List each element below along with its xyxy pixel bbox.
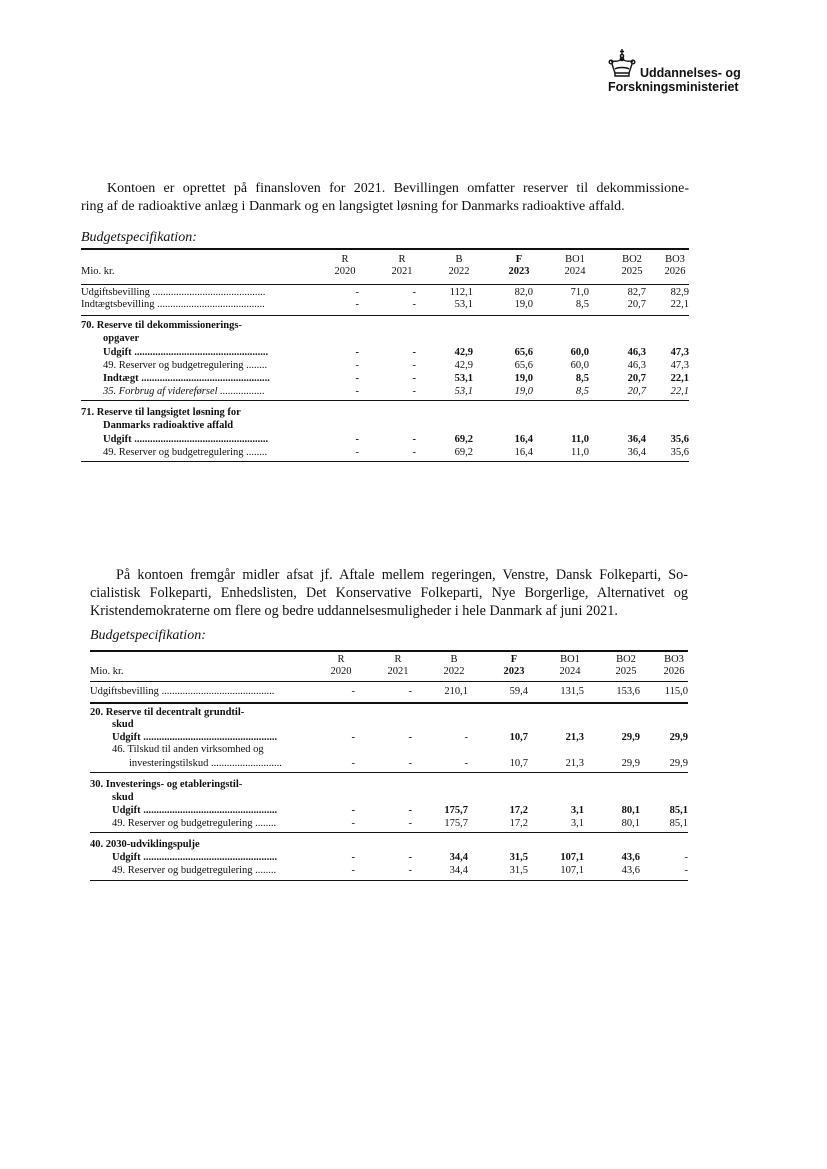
column-header-bottom: 2022 bbox=[443, 666, 465, 677]
table-row bbox=[81, 386, 689, 398]
row-label: 46. Tilskud til anden virksomhed og bbox=[112, 744, 264, 755]
column-header-top: B bbox=[455, 254, 463, 265]
column-header-top: F bbox=[515, 254, 523, 265]
cell-value: 43,6 bbox=[621, 865, 640, 876]
cell-value: - bbox=[464, 732, 468, 743]
cell-value: 65,6 bbox=[514, 360, 533, 371]
column-header-top: R bbox=[394, 654, 402, 665]
cell-value: 42,9 bbox=[454, 360, 473, 371]
row-label: Indtægt ................................................. bbox=[103, 373, 270, 384]
row-label: 71. Reserve til langsigtet løsning for bbox=[81, 407, 241, 418]
cell-value: 82,7 bbox=[627, 287, 646, 298]
row-label: investeringstilskud ........................... bbox=[129, 758, 282, 769]
column-header-top: R bbox=[398, 254, 406, 265]
cell-value: - bbox=[412, 347, 416, 358]
cell-value: 22,1 bbox=[670, 386, 689, 397]
row-label: 40. 2030-udviklingspulje bbox=[90, 839, 200, 850]
cell-value: - bbox=[408, 818, 412, 829]
table-row bbox=[90, 805, 688, 817]
cell-value: 210,1 bbox=[444, 686, 468, 697]
cell-value: - bbox=[355, 347, 359, 358]
row-label: 30. Investerings- og etableringstil- bbox=[90, 779, 243, 790]
cell-value: 65,6 bbox=[514, 347, 533, 358]
column-header-bottom: 2026 bbox=[664, 266, 686, 277]
cell-value: - bbox=[412, 360, 416, 371]
row-label: Indtægtsbevilling ......................................... bbox=[81, 299, 265, 310]
cell-value: 60,0 bbox=[570, 347, 589, 358]
cell-value: - bbox=[351, 686, 355, 697]
cell-value: - bbox=[351, 758, 355, 769]
cell-value: 31,5 bbox=[509, 865, 528, 876]
column-header-top: R bbox=[337, 654, 345, 665]
cell-value: 20,7 bbox=[627, 299, 646, 310]
row-label: Udgiftsbevilling ........................................... bbox=[81, 287, 266, 298]
cell-value: 69,2 bbox=[454, 447, 473, 458]
cell-value: 153,6 bbox=[616, 686, 640, 697]
table-rule bbox=[81, 284, 689, 285]
table-row bbox=[81, 299, 689, 311]
row-label: Udgift ................................................... bbox=[103, 434, 269, 445]
row-label: Udgift ................................................... bbox=[112, 732, 278, 743]
cell-value: 22,1 bbox=[670, 373, 689, 384]
table-row bbox=[90, 865, 688, 877]
column-header-bottom: 2024 bbox=[559, 666, 581, 677]
budget-caption-2: Budgetspecifikation: bbox=[90, 628, 206, 643]
table-row bbox=[81, 434, 689, 446]
cell-value: - bbox=[412, 447, 416, 458]
cell-value: 175,7 bbox=[444, 818, 468, 829]
row-label: 49. Reserver og budgetregulering ........ bbox=[103, 447, 268, 458]
cell-value: - bbox=[355, 287, 359, 298]
table-row bbox=[90, 719, 688, 731]
row-label: Udgift ................................................... bbox=[103, 347, 269, 358]
cell-value: 20,7 bbox=[627, 386, 646, 397]
table-row bbox=[81, 420, 689, 432]
table-rule bbox=[90, 772, 688, 773]
cell-value: 11,0 bbox=[571, 434, 589, 445]
paragraph-line: Kontoen er oprettet på finansloven for 2021. Bevillingen omfatter reserver til dekommissione- bbox=[107, 181, 689, 196]
cell-value: - bbox=[684, 852, 688, 863]
table-row bbox=[90, 792, 688, 804]
cell-value: - bbox=[412, 386, 416, 397]
column-header-bottom: 2024 bbox=[564, 266, 586, 277]
table-rule bbox=[81, 315, 689, 316]
intro-paragraph-1 bbox=[81, 180, 689, 216]
cell-value: 82,0 bbox=[514, 287, 533, 298]
cell-value: 115,0 bbox=[664, 686, 688, 697]
cell-value: - bbox=[355, 373, 359, 384]
cell-value: 21,3 bbox=[565, 758, 584, 769]
cell-value: - bbox=[408, 865, 412, 876]
cell-value: 71,0 bbox=[570, 287, 589, 298]
cell-value: 29,9 bbox=[621, 758, 640, 769]
cell-value: 29,9 bbox=[669, 758, 688, 769]
cell-value: 107,1 bbox=[560, 852, 584, 863]
table-row bbox=[90, 758, 688, 770]
cell-value: 10,7 bbox=[509, 758, 528, 769]
cell-value: 3,1 bbox=[570, 805, 584, 816]
cell-value: - bbox=[408, 758, 412, 769]
row-label: 20. Reserve til decentralt grundtil- bbox=[90, 707, 245, 718]
cell-value: 112,1 bbox=[449, 287, 473, 298]
column-header-bottom: 2020 bbox=[334, 266, 356, 277]
table-rule bbox=[90, 650, 688, 652]
cell-value: 16,4 bbox=[514, 434, 533, 445]
budget-table-1 bbox=[81, 246, 689, 466]
row-label: skud bbox=[112, 719, 134, 730]
table-row bbox=[81, 447, 689, 459]
cell-value: - bbox=[355, 299, 359, 310]
cell-value: - bbox=[412, 287, 416, 298]
cell-value: - bbox=[412, 434, 416, 445]
table-rule bbox=[90, 832, 688, 833]
logo-line1: Uddannelses- og bbox=[640, 66, 741, 80]
cell-value: 53,1 bbox=[454, 299, 473, 310]
cell-value: 31,5 bbox=[509, 852, 528, 863]
table-row bbox=[81, 347, 689, 359]
cell-value: - bbox=[355, 386, 359, 397]
cell-value: - bbox=[464, 758, 468, 769]
cell-value: - bbox=[408, 686, 412, 697]
row-label: 49. Reserver og budgetregulering ........ bbox=[103, 360, 268, 371]
unit-label: Mio. kr. bbox=[81, 266, 115, 277]
cell-value: 131,5 bbox=[560, 686, 584, 697]
cell-value: - bbox=[351, 805, 355, 816]
cell-value: 36,4 bbox=[627, 434, 646, 445]
column-header-bottom: 2026 bbox=[663, 666, 685, 677]
cell-value: - bbox=[408, 805, 412, 816]
table-row bbox=[90, 818, 688, 830]
cell-value: 36,4 bbox=[627, 447, 646, 458]
table-row bbox=[90, 707, 688, 719]
cell-value: 35,6 bbox=[670, 447, 689, 458]
table-row bbox=[90, 779, 688, 791]
row-label: Udgift ................................................... bbox=[112, 852, 278, 863]
cell-value: 80,1 bbox=[621, 818, 640, 829]
column-header-bottom: 2023 bbox=[508, 266, 530, 277]
crown-icon bbox=[608, 48, 636, 80]
table-row bbox=[81, 407, 689, 419]
column-header-bottom: 2025 bbox=[621, 266, 643, 277]
cell-value: 85,1 bbox=[669, 818, 688, 829]
cell-value: 10,7 bbox=[509, 732, 528, 743]
ministry-logo bbox=[608, 48, 758, 98]
cell-value: 22,1 bbox=[670, 299, 689, 310]
column-header-top: BO1 bbox=[565, 254, 585, 265]
cell-value: 46,3 bbox=[627, 360, 646, 371]
cell-value: - bbox=[684, 865, 688, 876]
row-label: Udgift ................................................... bbox=[112, 805, 278, 816]
cell-value: 19,0 bbox=[514, 386, 533, 397]
budget-table-2 bbox=[90, 646, 688, 886]
table-row bbox=[81, 287, 689, 299]
row-label: 35. Forbrug af videreførsel ................. bbox=[103, 386, 265, 397]
row-label: Udgiftsbevilling ........................................... bbox=[90, 686, 275, 697]
cell-value: 35,6 bbox=[670, 434, 689, 445]
cell-value: 82,9 bbox=[670, 287, 689, 298]
table-row bbox=[81, 320, 689, 332]
cell-value: - bbox=[351, 865, 355, 876]
cell-value: 16,4 bbox=[514, 447, 533, 458]
column-header-top: BO3 bbox=[664, 654, 684, 665]
cell-value: 8,5 bbox=[575, 386, 589, 397]
cell-value: 20,7 bbox=[627, 373, 646, 384]
column-header-bottom: 2025 bbox=[615, 666, 637, 677]
column-header-bottom: 2021 bbox=[387, 666, 409, 677]
table-row bbox=[90, 852, 688, 864]
cell-value: 29,9 bbox=[621, 732, 640, 743]
cell-value: 43,6 bbox=[621, 852, 640, 863]
paragraph-line: Kristendemokraterne om flere og bedre uddannelsesmuligheder i hele Danmark af juni 2021. bbox=[90, 603, 618, 619]
cell-value: - bbox=[355, 434, 359, 445]
column-header-top: BO3 bbox=[665, 254, 685, 265]
column-header-bottom: 2022 bbox=[448, 266, 470, 277]
cell-value: 17,2 bbox=[509, 805, 528, 816]
column-header-top: BO2 bbox=[616, 654, 636, 665]
cell-value: 69,2 bbox=[454, 434, 473, 445]
row-label: 70. Reserve til dekommissionerings- bbox=[81, 320, 242, 331]
cell-value: 3,1 bbox=[570, 818, 584, 829]
paragraph-line: På kontoen fremgår midler afsat jf. Aftale mellem regeringen, Venstre, Dansk Folkeparti, So- bbox=[116, 567, 688, 583]
paragraph-line: ring af de radioaktive anlæg i Danmark og en langsigtet løsning for Danmarks radioaktive affald. bbox=[81, 199, 625, 214]
cell-value: 47,3 bbox=[670, 360, 689, 371]
intro-paragraph-2 bbox=[90, 566, 688, 620]
column-header-top: R bbox=[341, 254, 349, 265]
cell-value: 19,0 bbox=[514, 373, 533, 384]
table-row bbox=[90, 744, 688, 756]
cell-value: 34,4 bbox=[449, 865, 468, 876]
paragraph-line: cialistisk Folkeparti, Enhedslisten, Det Konservative Folkeparti, Nye Borgerlige, Alternativet og bbox=[90, 585, 688, 601]
logo-line2: Forskningsministeriet bbox=[608, 80, 739, 94]
table-rule bbox=[90, 702, 688, 704]
cell-value: 42,9 bbox=[454, 347, 473, 358]
cell-value: 8,5 bbox=[575, 299, 589, 310]
cell-value: 29,9 bbox=[669, 732, 688, 743]
cell-value: 46,3 bbox=[627, 347, 646, 358]
table-rule bbox=[90, 681, 688, 682]
cell-value: - bbox=[412, 373, 416, 384]
cell-value: - bbox=[355, 360, 359, 371]
row-label: skud bbox=[112, 792, 134, 803]
cell-value: 17,2 bbox=[509, 818, 528, 829]
cell-value: 53,1 bbox=[454, 373, 473, 384]
cell-value: - bbox=[408, 852, 412, 863]
cell-value: - bbox=[351, 852, 355, 863]
column-header-top: BO1 bbox=[560, 654, 580, 665]
unit-label: Mio. kr. bbox=[90, 666, 124, 677]
cell-value: 53,1 bbox=[454, 386, 473, 397]
table-row bbox=[81, 360, 689, 372]
cell-value: 19,0 bbox=[514, 299, 533, 310]
cell-value: 59,4 bbox=[509, 686, 528, 697]
table-rule bbox=[81, 461, 689, 462]
cell-value: - bbox=[408, 732, 412, 743]
column-header-bottom: 2020 bbox=[330, 666, 352, 677]
budget-caption-1: Budgetspecifikation: bbox=[81, 230, 197, 245]
cell-value: 175,7 bbox=[444, 805, 468, 816]
table-rule bbox=[90, 880, 688, 881]
table-rule bbox=[81, 248, 689, 250]
table-row bbox=[90, 839, 688, 851]
cell-value: - bbox=[412, 299, 416, 310]
cell-value: - bbox=[355, 447, 359, 458]
cell-value: 11,0 bbox=[571, 447, 589, 458]
cell-value: 80,1 bbox=[621, 805, 640, 816]
cell-value: 85,1 bbox=[669, 805, 688, 816]
table-rule bbox=[81, 400, 689, 401]
cell-value: 34,4 bbox=[449, 852, 468, 863]
cell-value: 60,0 bbox=[570, 360, 589, 371]
column-header-top: F bbox=[510, 654, 518, 665]
table-row bbox=[81, 373, 689, 385]
row-label: 49. Reserver og budgetregulering ........ bbox=[112, 818, 277, 829]
row-label: Danmarks radioaktive affald bbox=[103, 420, 234, 431]
column-header-bottom: 2021 bbox=[391, 266, 413, 277]
column-header-top: B bbox=[450, 654, 458, 665]
cell-value: 107,1 bbox=[560, 865, 584, 876]
cell-value: 21,3 bbox=[565, 732, 584, 743]
cell-value: 47,3 bbox=[670, 347, 689, 358]
table-row bbox=[90, 732, 688, 744]
cell-value: 8,5 bbox=[575, 373, 589, 384]
row-label: 49. Reserver og budgetregulering ........ bbox=[112, 865, 277, 876]
cell-value: - bbox=[351, 732, 355, 743]
row-label: opgaver bbox=[103, 333, 140, 344]
column-header-bottom: 2023 bbox=[503, 666, 525, 677]
table-row bbox=[90, 686, 688, 698]
column-header-top: BO2 bbox=[622, 254, 642, 265]
cell-value: - bbox=[351, 818, 355, 829]
table-row bbox=[81, 333, 689, 345]
